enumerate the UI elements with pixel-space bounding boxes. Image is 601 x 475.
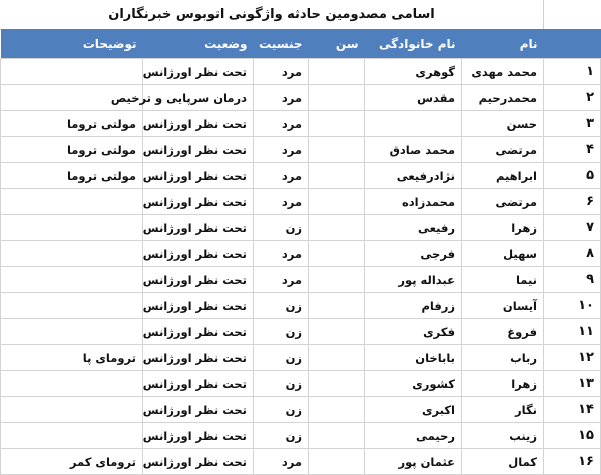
cell-status: تحت نظر اورژانس <box>143 59 254 85</box>
cell-family: گوهری <box>365 59 462 85</box>
header-num <box>544 29 601 59</box>
cell-status: تحت نظر اورژانس <box>143 215 254 241</box>
table-row <box>1 293 601 319</box>
cell-gender: مرد <box>254 137 309 163</box>
table-title: اسامی مصدومین حادثه واژگونی اتوبوس خبرنگاران <box>0 0 544 30</box>
table-row <box>1 397 601 423</box>
cell-num: ۸ <box>544 241 601 267</box>
table-row <box>1 319 601 345</box>
cell-family: فکری <box>365 319 462 345</box>
cell-status: تحت نظر اورژانس <box>143 241 254 267</box>
table-row <box>1 137 601 163</box>
cell-age <box>309 449 365 475</box>
cell-num: ۹ <box>544 267 601 293</box>
table-row <box>1 241 601 267</box>
cell-num: ۳ <box>544 111 601 137</box>
cell-notes <box>1 319 143 345</box>
cell-status: تحت نظر اورژانس <box>143 293 254 319</box>
header-name: نام <box>462 29 544 59</box>
cell-status: تحت نظر اورژانس <box>143 163 254 189</box>
cell-num: ۱۶ <box>544 449 601 475</box>
cell-status: تحت نظر اورژانس <box>143 345 254 371</box>
cell-age <box>309 293 365 319</box>
cell-gender: زن <box>254 345 309 371</box>
header-notes: توضیحات <box>1 29 143 59</box>
cell-num: ۱ <box>544 59 601 85</box>
cell-name: زینب <box>462 423 544 449</box>
cell-notes <box>1 241 143 267</box>
cell-family: محمد صادق <box>365 137 462 163</box>
cell-family: باباخان <box>365 345 462 371</box>
cell-num: ۲ <box>544 85 601 111</box>
cell-age <box>309 137 365 163</box>
cell-gender: مرد <box>254 267 309 293</box>
cell-notes: مولتی تروما <box>1 111 143 137</box>
cell-num: ۱۴ <box>544 397 601 423</box>
cell-family: نژادرفیعی <box>365 163 462 189</box>
cell-age <box>309 319 365 345</box>
header-gender: جنسیت <box>254 29 309 59</box>
cell-notes <box>1 371 143 397</box>
cell-gender: زن <box>254 293 309 319</box>
table-row <box>1 345 601 371</box>
table-row <box>1 163 601 189</box>
cell-name: نیما <box>462 267 544 293</box>
cell-family: اکبری <box>365 397 462 423</box>
cell-family <box>365 111 462 137</box>
cell-gender: مرد <box>254 449 309 475</box>
cell-age <box>309 241 365 267</box>
cell-name: آیسان <box>462 293 544 319</box>
cell-age <box>309 111 365 137</box>
cell-gender: مرد <box>254 111 309 137</box>
table-row <box>1 267 601 293</box>
cell-family: مقدس <box>365 85 462 111</box>
table-row <box>1 449 601 475</box>
cell-gender: زن <box>254 371 309 397</box>
cell-num: ۴ <box>544 137 601 163</box>
table-row <box>1 371 601 397</box>
cell-notes <box>1 59 143 85</box>
cell-gender: مرد <box>254 189 309 215</box>
cell-notes: ترومای پا <box>1 345 143 371</box>
cell-notes: ترومای کمر <box>1 449 143 475</box>
cell-name: مرتضی <box>462 137 544 163</box>
cell-notes <box>1 267 143 293</box>
table-row <box>1 423 601 449</box>
cell-status: تحت نظر اورژانس <box>143 189 254 215</box>
cell-age <box>309 163 365 189</box>
cell-name: زهرا <box>462 371 544 397</box>
cell-status: تحت نظر اورژانس <box>143 449 254 475</box>
cell-name: رباب <box>462 345 544 371</box>
cell-family: محمدزاده <box>365 189 462 215</box>
cell-name: حسن <box>462 111 544 137</box>
cell-family: رفیعی <box>365 215 462 241</box>
cell-family: عبداله پور <box>365 267 462 293</box>
cell-num: ۱۲ <box>544 345 601 371</box>
cell-num: ۵ <box>544 163 601 189</box>
cell-gender: زن <box>254 397 309 423</box>
cell-name: محمد مهدی <box>462 59 544 85</box>
cell-status: تحت نظر اورژانس <box>143 137 254 163</box>
cell-status: تحت نظر اورژانس <box>143 319 254 345</box>
cell-family: عثمان پور <box>365 449 462 475</box>
header-row <box>1 29 601 59</box>
table-row <box>1 85 601 111</box>
cell-notes: مولتی تروما <box>1 137 143 163</box>
table-row <box>1 215 601 241</box>
cell-notes <box>1 293 143 319</box>
cell-name: زهرا <box>462 215 544 241</box>
cell-notes <box>1 423 143 449</box>
cell-num: ۱۳ <box>544 371 601 397</box>
cell-notes <box>1 397 143 423</box>
cell-age <box>309 423 365 449</box>
cell-status: تحت نظر اورژانس <box>143 397 254 423</box>
cell-num: ۱۵ <box>544 423 601 449</box>
cell-age <box>309 371 365 397</box>
cell-gender: مرد <box>254 59 309 85</box>
cell-num: ۱۱ <box>544 319 601 345</box>
cell-name: سهیل <box>462 241 544 267</box>
cell-age <box>309 345 365 371</box>
injured-list-table <box>0 29 601 475</box>
cell-age <box>309 189 365 215</box>
cell-gender: مرد <box>254 85 309 111</box>
cell-status: تحت نظر اورژانس <box>143 423 254 449</box>
cell-age <box>309 59 365 85</box>
cell-name: نگار <box>462 397 544 423</box>
table-row <box>1 111 601 137</box>
header-family: نام خانوادگی <box>365 29 462 59</box>
cell-family: کشوری <box>365 371 462 397</box>
table-row <box>1 189 601 215</box>
cell-family: زرفام <box>365 293 462 319</box>
cell-gender: مرد <box>254 241 309 267</box>
cell-status: تحت نظر اورژانس <box>143 267 254 293</box>
cell-status: درمان سرپایی و ترخیص <box>143 85 254 111</box>
cell-name: فروغ <box>462 319 544 345</box>
cell-gender: زن <box>254 319 309 345</box>
cell-notes: مولتی تروما <box>1 163 143 189</box>
cell-name: محمدرحیم <box>462 85 544 111</box>
cell-status: تحت نظر اورژانس <box>143 111 254 137</box>
header-status: وضعیت <box>143 29 254 59</box>
cell-age <box>309 397 365 423</box>
cell-status: تحت نظر اورژانس <box>143 371 254 397</box>
cell-notes <box>1 189 143 215</box>
cell-name: مرتضی <box>462 189 544 215</box>
cell-name: کمال <box>462 449 544 475</box>
cell-family: فرجی <box>365 241 462 267</box>
cell-num: ۱۰ <box>544 293 601 319</box>
cell-gender: مرد <box>254 163 309 189</box>
header-age: سن <box>309 29 365 59</box>
cell-age <box>309 267 365 293</box>
cell-notes <box>1 215 143 241</box>
cell-name: ابراهیم <box>462 163 544 189</box>
table-row <box>1 59 601 85</box>
cell-num: ۷ <box>544 215 601 241</box>
cell-gender: زن <box>254 423 309 449</box>
cell-age <box>309 85 365 111</box>
cell-gender: زن <box>254 215 309 241</box>
cell-num: ۶ <box>544 189 601 215</box>
cell-family: رحیمی <box>365 423 462 449</box>
cell-age <box>309 215 365 241</box>
